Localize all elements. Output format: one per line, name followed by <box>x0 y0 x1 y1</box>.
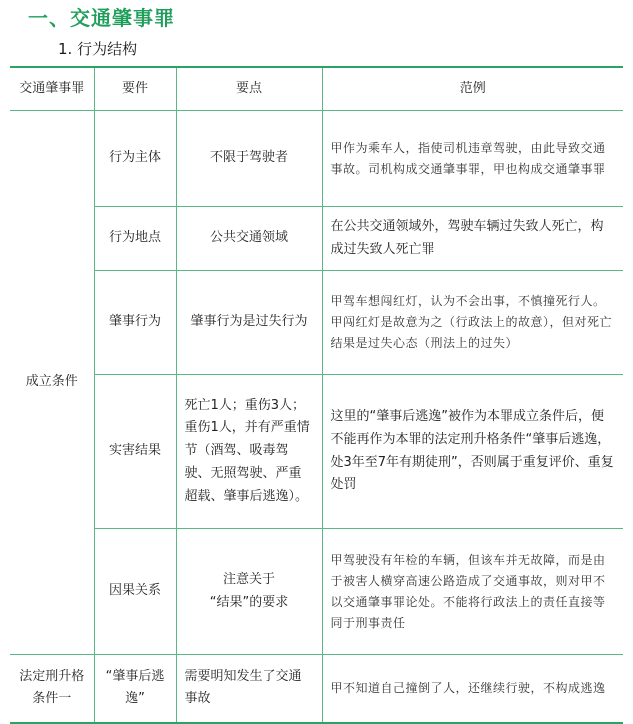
table-row <box>10 655 623 723</box>
key-point-line: 注意关于 <box>222 571 275 587</box>
element-cell: 因果关系 <box>94 529 176 655</box>
section-title: 一、交通肇事罪 <box>28 6 175 30</box>
table-header-row <box>10 67 623 111</box>
table-row <box>10 375 623 529</box>
element-cell: 实害结果 <box>94 375 176 529</box>
group-label-aggravation: 法定刑升格条件一 <box>10 655 94 723</box>
subsection-title: 1. 行为结构 <box>58 40 138 58</box>
table-row <box>10 529 623 655</box>
table-row <box>10 111 623 207</box>
example-cell: 甲不知道自己撞倒了人，还继续行驶，不构成逃逸 <box>322 655 623 723</box>
example-cell: 甲驾车想闯红灯，认为不会出事，不慎撞死行人。甲闯红灯是故意为之（行政法上的故意），但对死亡结果是过失心态（刑法上的过失） <box>322 271 623 375</box>
key-point-cell: 需要明知发生了交通事故 <box>176 655 322 723</box>
key-point-cell <box>176 529 322 655</box>
header-element: 要件 <box>94 67 176 111</box>
key-point-cell: 不限于驾驶者 <box>176 111 322 207</box>
example-cell: 在公共交通领域外，驾驶车辆过失致人死亡，构成过失致人死亡罪 <box>322 207 623 271</box>
group-label-establishment: 成立条件 <box>10 111 94 655</box>
key-point-line: “结果”的要求 <box>209 594 289 610</box>
key-point-cell: 肇事行为是过失行为 <box>176 271 322 375</box>
element-cell: 行为主体 <box>94 111 176 207</box>
element-cell: “肇事后逃逸” <box>94 655 176 723</box>
key-point-cell: 死亡1人；重伤3人；重伤1人，并有严重情节（酒驾、吸毒驾驶、无照驾驶、严重超载、肇事后逃逸）。 <box>176 375 322 529</box>
header-crime: 交通肇事罪 <box>10 67 94 111</box>
element-cell: 行为地点 <box>94 207 176 271</box>
example-cell: 这里的“肇事后逃逸”被作为本罪成立条件后，便不能再作为本罪的法定刑升格条件“肇事后逃逸，处3年至7年有期徒刑”，否则属于重复评价、重复处罚 <box>322 375 623 529</box>
table-row <box>10 207 623 271</box>
header-example: 范例 <box>322 67 623 111</box>
element-cell: 肇事行为 <box>94 271 176 375</box>
example-cell: 甲作为乘车人，指使司机违章驾驶，由此导致交通事故。司机构成交通肇事罪，甲也构成交通肇事罪 <box>322 111 623 207</box>
table-row <box>10 271 623 375</box>
example-cell: 甲驾驶没有年检的车辆，但该车并无故障，而是由于被害人横穿高速公路造成了交通事故，则对甲不以交通肇事罪论处。不能将行政法上的责任直接等同于刑事责任 <box>322 529 623 655</box>
crime-structure-table <box>10 66 623 724</box>
header-key-point: 要点 <box>176 67 322 111</box>
key-point-cell: 公共交通领域 <box>176 207 322 271</box>
